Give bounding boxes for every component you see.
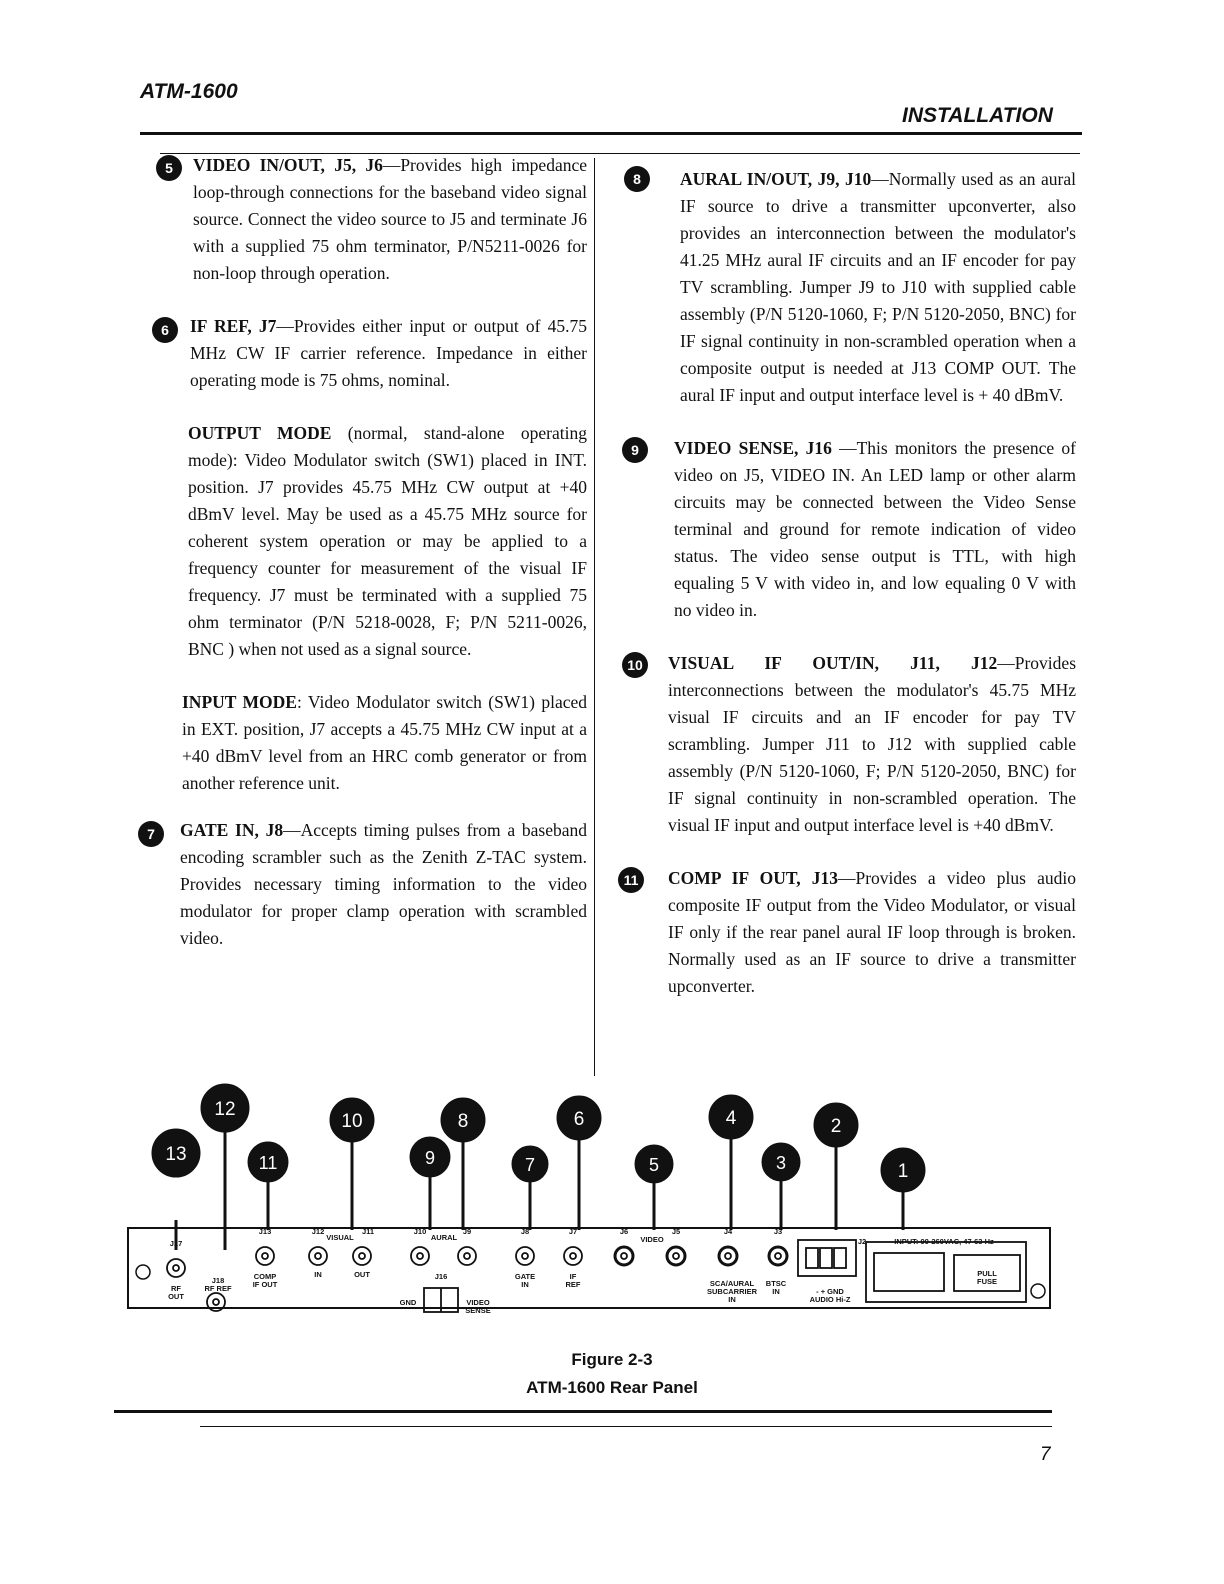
connector-j7: [564, 1247, 582, 1265]
callout-13: [152, 1129, 200, 1250]
callout-1: [881, 1148, 925, 1230]
item-text: —Normally used as an aural IF source to drive a transmitter upconverter, also provides an interconnection between the modulator's 41.25 MHz aural IF circuits and an IF encoder for pay TV scrambling. Jumper J9 to J10 with supplied cable assembly (P/N 5120-1060, F; P/N 5120-2050, BNC) for IF signal continuity in non-scrambled operation when a composite output is needed at J13 COMP OUT. The aural IF input and output interface level is + 40 dBmV.: [680, 169, 1076, 405]
callout-3: [762, 1143, 800, 1230]
item-11: [623, 865, 1076, 1000]
connector-j8: [516, 1247, 534, 1265]
svg-text:VISUAL: VISUAL: [326, 1233, 354, 1242]
item-text: : Video Modulator switch (SW1) placed in EXT. position, J7 accepts a 45.75 MHz CW input at a +40 dBmV level from an HRC comb generator or from another reference unit.: [182, 692, 587, 793]
footer-rule: [114, 1410, 1052, 1413]
item-text: —Provides either input or output of 45.75 MHz CW IF carrier reference. Impedance in either operating mode is 75 ohms, nominal.: [190, 316, 587, 390]
header-rule: [140, 132, 1082, 135]
callout-2: [814, 1103, 858, 1230]
item-text: —Provides a video plus audio composite IF output from the Video Modulator, or visual IF only if the rear panel aural IF loop through is broken. Normally used as an IF source to drive a transmitter upconverter.: [668, 868, 1076, 996]
svg-text:IFREF: IF REF: [565, 1272, 581, 1289]
svg-text:INPUT: 90-260VAC, 47-63 Hz: INPUT: 90-260VAC, 47-63 Hz: [894, 1237, 994, 1246]
page-number: 7: [1040, 1444, 1051, 1465]
callout-11: [248, 1142, 288, 1230]
item-9: [631, 435, 1076, 624]
item-lead: VIDEO IN/OUT, J5, J6: [193, 155, 383, 175]
rear-panel-figure: [0, 1080, 1224, 1350]
svg-text:J6: J6: [619, 1227, 629, 1236]
callout-9: [410, 1137, 450, 1230]
svg-text:J10: J10: [413, 1227, 427, 1236]
callout-badge: 9: [622, 437, 648, 463]
item-6: [161, 313, 587, 394]
item-text: —Provides high impedance loop-through connections for the baseband video signal source. Connect the video source to J5 and terminate J6 with a supplied 75 ohm terminator, P/N5211-0026 for non-loop through operation.: [193, 155, 587, 283]
callout-12: [201, 1084, 249, 1250]
connector-j13: [256, 1247, 274, 1265]
connectors: [167, 1240, 1026, 1312]
callout-badge: 8: [624, 166, 650, 192]
svg-text:6: 6: [573, 1109, 585, 1130]
item-5: [165, 152, 587, 287]
callout-badge: 11: [618, 867, 644, 893]
svg-text:GND: GND: [399, 1298, 417, 1307]
svg-text:BTSCIN: BTSC IN: [765, 1279, 787, 1296]
callout-5: [635, 1145, 673, 1230]
doc-title: ATM-1600: [140, 80, 238, 103]
callout-badge: 5: [156, 155, 182, 181]
item-lead: INPUT MODE: [182, 692, 297, 712]
svg-text:7: 7: [524, 1155, 536, 1175]
item-lead: AURAL IN/OUT, J9, J10: [680, 169, 872, 189]
column-divider: [594, 158, 595, 1076]
svg-text:J8: J8: [520, 1227, 530, 1236]
item-lead: IF REF, J7: [190, 316, 277, 336]
svg-text:OUT: OUT: [354, 1270, 370, 1279]
svg-text:RFOUT: RF OUT: [168, 1284, 184, 1301]
item-10: [627, 650, 1076, 839]
item-lead: VIDEO SENSE, J16: [674, 438, 832, 458]
svg-text:3: 3: [775, 1153, 787, 1173]
svg-text:J4: J4: [723, 1227, 733, 1236]
callout-badge: 7: [138, 821, 164, 847]
svg-text:J13: J13: [258, 1227, 272, 1236]
item-lead: COMP IF OUT, J13: [668, 868, 838, 888]
figure-caption: ATM-1600 Rear Panel: [526, 1378, 698, 1397]
svg-text:J16: J16: [434, 1272, 448, 1281]
item-lead: VISUAL IF OUT/IN, J11, J12: [668, 653, 998, 673]
svg-text:PULLFUSE: PULL FUSE: [976, 1269, 998, 1286]
callout-7: [512, 1146, 548, 1230]
svg-text:AURAL: AURAL: [430, 1233, 458, 1242]
svg-text:VIDEOSENSE: VIDEO SENSE: [465, 1298, 491, 1315]
svg-text:IN: IN: [314, 1270, 322, 1279]
svg-text:J2: J2: [857, 1237, 867, 1246]
power-section: [866, 1242, 1026, 1302]
svg-text:J11: J11: [361, 1227, 375, 1236]
item-text: (normal, stand-alone operating mode): Video Modulator switch (SW1) placed in INT. position. J7 provides 45.75 MHz CW output at +40 dBmV level. May be used as a 45.75 MHz source for coherent system operation or may be applied to a frequency counter for measurement of the visual IF frequency. J7 must be terminated with a supplied 75 ohm terminator (P/N 5218-0028, F; P/N 5211-0026, BNC ) when not used as a signal source.: [188, 423, 587, 659]
mount-hole-left: [136, 1265, 150, 1279]
connector-j11: [353, 1247, 371, 1265]
callout-badge: 6: [152, 317, 178, 343]
connector-j4: [719, 1247, 737, 1265]
svg-text:SCA/AURALSUBCARRIERIN: SCA/AURAL SUBCARRIER IN: [706, 1279, 758, 1304]
svg-text:J17: J17: [169, 1239, 183, 1248]
connector-j3: [769, 1247, 787, 1265]
connector-j5: [667, 1247, 685, 1265]
figure-number: Figure 2-3: [571, 1350, 653, 1369]
power-inlet: [874, 1253, 944, 1291]
item-text: —Provides interconnections between the modulator's 45.75 MHz visual IF circuits and an IF encoder for pay TV scrambling. Jumper J11 to J12 with supplied cable assembly (P/N 5120-1060, F; P/N 5120-2050, BNC) for IF signal continuity in non-scrambled operation. The visual IF input and output interface level is +40 dBmV.: [668, 653, 1076, 835]
item-7: [147, 817, 587, 952]
svg-text:VIDEO: VIDEO: [640, 1235, 664, 1244]
svg-text:- + GNDAUDIO Hi-Z: - + GND AUDIO Hi-Z: [809, 1287, 851, 1304]
svg-text:4: 4: [725, 1108, 737, 1129]
item-lead: OUTPUT MODE: [188, 423, 332, 443]
callout-6: [557, 1096, 601, 1230]
svg-text:J9: J9: [462, 1227, 472, 1236]
svg-text:2: 2: [830, 1116, 842, 1137]
svg-text:J3: J3: [773, 1227, 783, 1236]
callout-pins: [152, 1084, 925, 1250]
svg-text:J5: J5: [671, 1227, 681, 1236]
callout-4: [709, 1095, 753, 1230]
svg-text:GATEIN: GATE IN: [514, 1272, 536, 1289]
connector-j10: [411, 1247, 429, 1265]
connector-j17: [167, 1259, 185, 1277]
left-column: [147, 152, 587, 952]
svg-text:13: 13: [165, 1144, 187, 1165]
svg-text:12: 12: [214, 1099, 236, 1120]
svg-text:9: 9: [424, 1148, 436, 1168]
mount-hole-right: [1031, 1284, 1045, 1298]
callout-10: [330, 1098, 374, 1230]
svg-text:8: 8: [457, 1111, 469, 1132]
input-mode-paragraph: [180, 689, 587, 797]
svg-text:1: 1: [897, 1161, 909, 1182]
right-column: [623, 166, 1076, 1000]
svg-text:10: 10: [341, 1111, 363, 1132]
svg-text:11: 11: [258, 1153, 278, 1173]
output-mode-paragraph: [180, 420, 587, 663]
svg-text:COMPIF OUT: COMP IF OUT: [252, 1272, 278, 1289]
section-title: INSTALLATION: [902, 104, 1053, 127]
svg-text:5: 5: [648, 1155, 660, 1175]
svg-text:J12: J12: [311, 1227, 325, 1236]
svg-text:J7: J7: [568, 1227, 578, 1236]
item-8: [633, 166, 1076, 409]
svg-text:RF REF: RF REF: [204, 1284, 232, 1293]
connector-j12: [309, 1247, 327, 1265]
item-lead: GATE IN, J8: [180, 820, 284, 840]
callout-badge: 10: [622, 652, 648, 678]
item-text: —Accepts timing pulses from a baseband encoding scrambler such as the Zenith Z-TAC system. Provides necessary timing information to the video modulator for proper clamp operation with scrambled video.: [180, 820, 587, 948]
svg-text:J18: J18: [211, 1276, 225, 1285]
connector-j9: [458, 1247, 476, 1265]
connector-j6: [615, 1247, 633, 1265]
footer-rule-thin: [200, 1426, 1052, 1427]
item-text: —This monitors the presence of video on J5, VIDEO IN. An LED lamp or other alarm circuits may be connected between the Video Sense terminal and ground for remote indication of video status. The video sense output is TTL, with high equaling 5 V with video in, and low equaling 0 V with no video in.: [674, 438, 1076, 620]
